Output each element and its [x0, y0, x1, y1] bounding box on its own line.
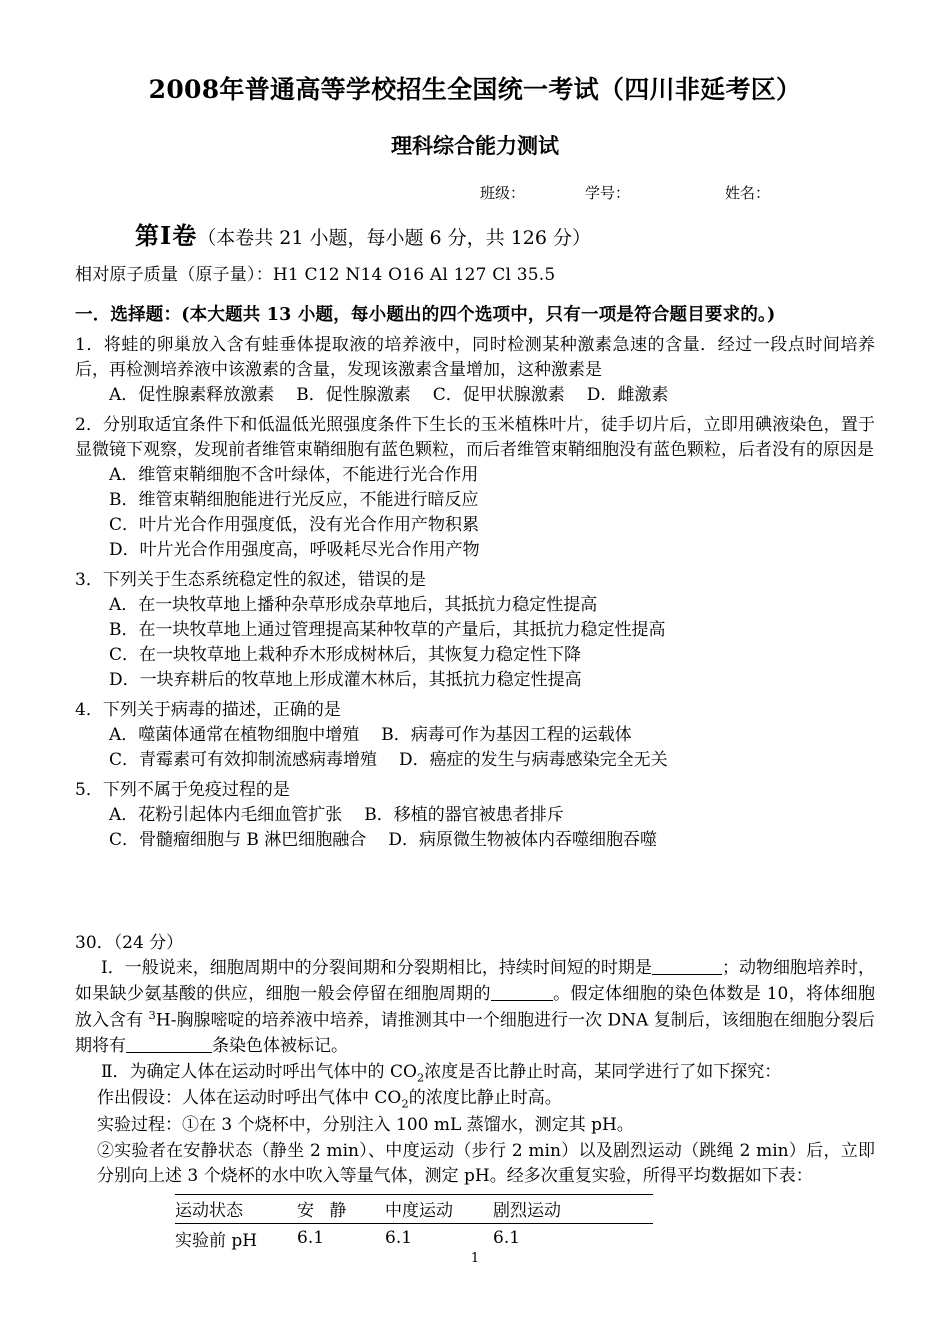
question-4 — [75, 693, 875, 773]
section-heading-multiple-choice: 一．选择题：(本大题共 13 小题，每小题出的四个选项中，只有一项是符合题目要求的。) — [75, 304, 776, 325]
option-row — [75, 828, 875, 853]
option-row — [75, 803, 875, 828]
table-cell-value: 6.1 — [385, 1228, 413, 1249]
question-30 — [75, 931, 875, 1253]
page-subtitle: 理科综合能力测试 — [391, 133, 559, 159]
option-d[interactable]: D．病原微生物被体内吞噬细胞吞噬 — [388, 830, 657, 851]
question-options — [75, 593, 875, 693]
option-row — [75, 383, 875, 408]
isotope-element: H-胸腺嘧啶 — [155, 1010, 245, 1031]
part-1-text-b: ；动物细胞培养时，如果缺少氨基酸的供应，细胞一般会停留在细胞周期的 — [75, 958, 876, 1004]
question-5 — [75, 773, 875, 853]
part-2-intro-b: 浓度是否比静止时高，某同学进行了如下探究： — [424, 1061, 782, 1082]
part-2-intro-a: 为确定人体在运动时呼出气体中的 CO — [129, 1061, 417, 1082]
option-c[interactable]: C．促甲状腺激素 — [432, 385, 565, 406]
option-d[interactable]: D．一块弃耕后的牧草地上形成灌木林后，其抵抗力稳定性提高 — [109, 670, 582, 691]
part-2-marker: Ⅱ． — [101, 1061, 130, 1082]
question-stem: 2．分别取适宜条件下和低温低光照强度条件下生长的玉米植株叶片，徒手切片后，立即用碘液染色，置于显微镜下观察，发现前者维管束鞘细胞有蓝色颗粒，而后者维管束鞘细胞没有蓝色颗粒，后者没有的原因是 — [75, 415, 875, 461]
table-row-label: 实验前 pH — [175, 1230, 258, 1251]
option-row — [75, 723, 875, 748]
table-header-cell: 运动状态 — [175, 1194, 297, 1223]
page-title: 2008年普通高等学校招生全国统一考试（四川非延考区） — [148, 75, 802, 104]
table-row — [175, 1223, 653, 1253]
student-id-field-label: 学号： — [585, 183, 631, 202]
section-spacer — [75, 853, 875, 931]
part-1-text-c: 。假定体细胞的染色体数是 10，将体细胞放入含有 — [75, 983, 875, 1031]
option-b[interactable]: B．在一块牧草地上通过管理提高某种牧草的产量后，其抵抗力稳定性提高 — [109, 620, 666, 641]
option-a[interactable]: A．噬菌体通常在植物细胞中增殖 — [109, 725, 360, 746]
option-row — [75, 748, 875, 773]
isotope-superscript: 3 — [148, 1008, 156, 1023]
answer-blank-1[interactable] — [652, 974, 722, 975]
question-stem: 3．下列关于生态系统稳定性的叙述，错误的是 — [75, 570, 426, 591]
class-field-label: 班级： — [480, 183, 526, 202]
hypothesis-line — [75, 1086, 875, 1113]
volume-heading — [75, 202, 875, 251]
table-header-cell: 剧烈运动 — [493, 1194, 653, 1223]
question-options — [75, 463, 875, 563]
option-b[interactable]: B．移植的器官被患者排斥 — [364, 805, 564, 826]
hypothesis-text-b: 的浓度比静止时高。 — [408, 1088, 562, 1109]
question-options — [75, 723, 875, 773]
question-3 — [75, 563, 875, 693]
option-b[interactable]: B．维管束鞘细胞能进行光反应，不能进行暗反应 — [109, 490, 479, 511]
question-30-part-1 — [75, 956, 875, 1060]
answer-blank-2[interactable] — [491, 1000, 553, 1001]
experiment-data-table — [175, 1194, 653, 1253]
page-content — [75, 0, 875, 1253]
question-options — [75, 803, 875, 853]
option-c[interactable]: C．在一块牧草地上栽种乔木形成树林后，其恢复力稳定性下降 — [109, 645, 582, 666]
question-stem: 1．将蛙的卵巢放入含有蛙垂体提取液的培养液中，同时检测某种激素急速的含量．经过一段点时间培养后，再检测培养液中该激素的含量，发现该激素含量增加，这种激素是 — [75, 335, 875, 381]
option-a[interactable]: A．维管束鞘细胞不含叶绿体，不能进行光合作用 — [109, 465, 479, 486]
table-cell-value: 6.1 — [493, 1228, 521, 1249]
option-b[interactable]: B．病毒可作为基因工程的运载体 — [381, 725, 632, 746]
page-number: 1 — [470, 1251, 480, 1266]
option-d[interactable]: D．雌激素 — [586, 385, 669, 406]
table-cell-value: 6.1 — [297, 1228, 325, 1249]
part-1-text-d: 的培养液中培养，请推测其中一个细胞进行一次 DNA 复制后，该细胞在细胞分裂后期将有 — [75, 1010, 875, 1057]
hypothesis-text-a: 作出假设：人体在运动时呼出气体中 CO — [97, 1088, 402, 1109]
option-a[interactable]: A．在一块牧草地上播种杂草形成杂草地后，其抵抗力稳定性提高 — [109, 595, 598, 616]
experiment-step-2: ②实验者在安静状态（静坐 2 min）、中度运动（步行 2 min）以及剧烈运动（跳绳 2 min）后，立即分别向上述 3 个烧杯的水中吹入等量气体，测定 pH。经多次重复实验，所得平均数据如下表： — [97, 1140, 875, 1187]
part-1-text-e: 条染色体被标记。 — [212, 1036, 348, 1057]
option-d[interactable]: D．癌症的发生与病毒感染完全无关 — [399, 750, 668, 771]
option-d[interactable]: D．叶片光合作用强度高，呼吸耗尽光合作用产物 — [109, 540, 480, 561]
question-stem: 4．下列关于病毒的描述，正确的是 — [75, 700, 341, 721]
data-table-wrapper — [75, 1190, 875, 1253]
question-30-part-2-intro — [75, 1060, 875, 1087]
co2-subscript: 2 — [401, 1096, 409, 1111]
volume-label: 第Ⅰ卷 — [135, 220, 198, 250]
question-30-header: 30．（24 分） — [75, 933, 184, 954]
co2-subscript: 2 — [416, 1070, 425, 1085]
volume-note: （本卷共 21 小题，每小题 6 分，共 126 分） — [197, 226, 592, 249]
table-header-cell: 中度运动 — [385, 1194, 493, 1223]
option-c[interactable]: C．青霉素可有效抑制流感病毒增殖 — [109, 750, 378, 771]
experiment-step-1: 实验过程：①在 3 个烧杯中，分别注入 100 mL 蒸馏水，测定其 pH。 — [97, 1115, 634, 1136]
part-1-text-a: 一般说来，细胞周期中的分裂间期和分裂期相比，持续时间短的时期是 — [124, 958, 652, 979]
option-a[interactable]: A．促性腺素释放激素 — [109, 385, 275, 406]
answer-blank-3[interactable] — [126, 1052, 212, 1053]
question-options — [75, 383, 875, 408]
question-2 — [75, 408, 875, 563]
question-1 — [75, 328, 875, 408]
option-a[interactable]: A．花粉引起体内毛细血管扩张 — [109, 805, 343, 826]
option-b[interactable]: B．促性腺激素 — [296, 385, 411, 406]
option-c[interactable]: C．骨髓瘤细胞与 B 淋巴细胞融合 — [109, 830, 367, 851]
option-c[interactable]: C．叶片光合作用强度低，没有光合作用产物积累 — [109, 515, 480, 536]
part-1-marker: Ⅰ． — [101, 958, 125, 979]
name-field-label: 姓名： — [725, 183, 771, 202]
atomic-mass-line: 相对原子质量（原子量）：H1 C12 N14 O16 Al 127 Cl 35.5 — [75, 264, 556, 285]
table-header-row — [175, 1194, 653, 1223]
question-stem: 5．下列不属于免疫过程的是 — [75, 780, 290, 801]
table-header-cell: 安 静 — [297, 1194, 385, 1223]
student-info-row — [75, 160, 875, 202]
